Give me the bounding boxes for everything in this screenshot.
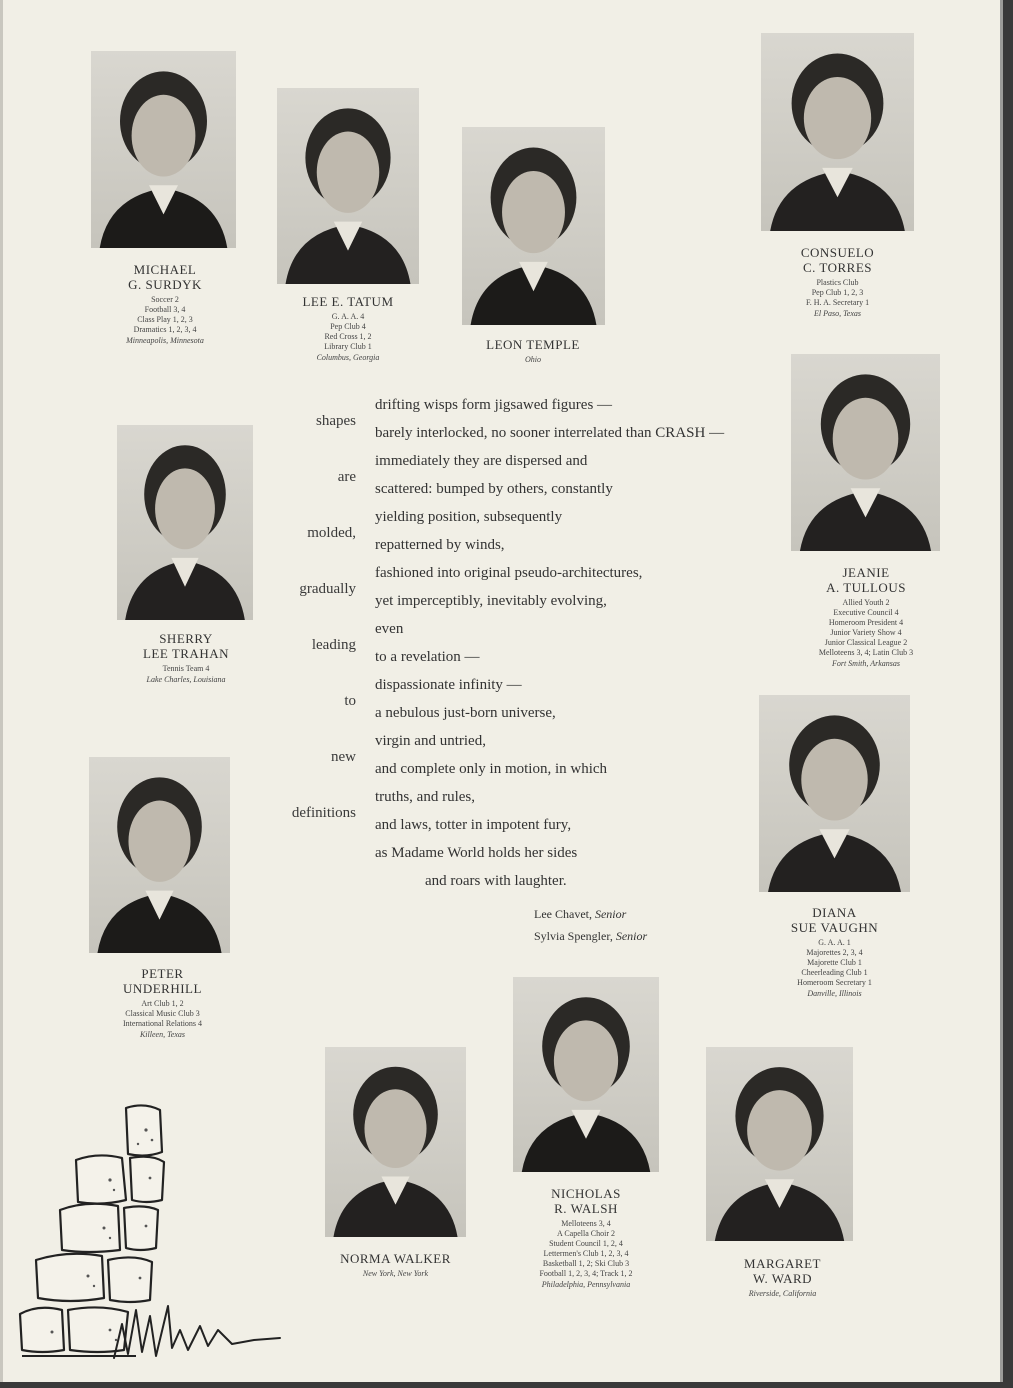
poem-line: fashioned into original pseudo-architectures, bbox=[375, 565, 643, 581]
activity: Majorettes 2, 3, 4 bbox=[806, 948, 863, 957]
activity: Art Club 1, 2 bbox=[141, 999, 184, 1008]
activity: Melloteens 3, 4; Latin Club 3 bbox=[818, 648, 914, 657]
activity: Tennis Team 4 bbox=[162, 664, 210, 673]
portrait-photo-icon bbox=[89, 757, 230, 953]
portrait-shape bbox=[554, 1020, 618, 1101]
activity: Allied Youth 2 bbox=[842, 598, 890, 607]
student-location: Ohio bbox=[525, 355, 541, 364]
poem-left-word: shapes bbox=[316, 413, 356, 429]
activity: G. A. A. 4 bbox=[331, 312, 365, 321]
credit-author: Sylvia Spengler, bbox=[534, 929, 616, 943]
caption-ward bbox=[700, 1256, 865, 1299]
student-name: NICHOLAS bbox=[551, 1186, 621, 1201]
portrait-surdyk bbox=[91, 51, 236, 248]
activity: Plastics Club bbox=[816, 278, 859, 287]
poem-line: yet imperceptibly, inevitably evolving, bbox=[375, 593, 607, 609]
poem-line: truths, and rules, bbox=[375, 789, 475, 805]
student-activities bbox=[500, 1219, 672, 1279]
poem-line: virgin and untried, bbox=[375, 733, 486, 749]
portrait-photo-icon bbox=[791, 354, 940, 551]
activity: Executive Council 4 bbox=[833, 608, 899, 617]
activity: Melloteens 3, 4 bbox=[561, 1219, 611, 1228]
poem-left-word: are bbox=[337, 469, 356, 485]
student-name: CONSUELO bbox=[800, 245, 875, 260]
portrait-photo-icon bbox=[277, 88, 419, 284]
caption-torres bbox=[755, 245, 920, 319]
student-location: Danville, Illinois bbox=[807, 989, 862, 998]
poem-line: and roars with laughter. bbox=[425, 873, 567, 889]
portrait-shape bbox=[502, 171, 565, 253]
student-location: Philadelphia, Pennsylvania bbox=[541, 1280, 631, 1289]
caption-temple bbox=[458, 337, 608, 365]
student-location: Riverside, California bbox=[748, 1289, 817, 1298]
poem-left-word: to bbox=[344, 693, 356, 709]
student-activities bbox=[268, 312, 428, 352]
activity: Library Club 1 bbox=[324, 342, 372, 351]
caption-tullous bbox=[780, 565, 952, 669]
caption-tatum bbox=[268, 294, 428, 363]
poem-line: immediately they are dispersed and bbox=[375, 453, 588, 469]
poem-line: as Madame World holds her sides bbox=[375, 845, 578, 861]
portrait-photo-icon bbox=[325, 1047, 466, 1237]
poem-credit bbox=[534, 929, 647, 944]
poem-left-word: new bbox=[331, 749, 356, 765]
activity: Red Cross 1, 2 bbox=[324, 332, 372, 341]
student-name: MARGARET bbox=[744, 1256, 821, 1271]
credit-role: Senior bbox=[615, 929, 648, 943]
student-location: Lake Charles, Louisiana bbox=[146, 675, 226, 684]
caption-underhill bbox=[80, 966, 245, 1040]
portrait-photo-icon bbox=[513, 977, 659, 1172]
portrait-photo-icon bbox=[761, 33, 914, 231]
activity: F. H. A. Secretary 1 bbox=[805, 298, 870, 307]
student-name: SUE VAUGHN bbox=[790, 920, 879, 935]
credit-role: Senior bbox=[594, 907, 627, 921]
poem-left-word: gradually bbox=[299, 581, 356, 597]
student-activities bbox=[752, 938, 917, 988]
portrait-shape bbox=[132, 95, 196, 177]
student-name: LEE TRAHAN bbox=[142, 646, 229, 661]
page-edge-bottom bbox=[0, 1382, 1013, 1388]
student-name: MICHAEL bbox=[133, 262, 197, 277]
activity: Junior Classical League 2 bbox=[824, 638, 908, 647]
portrait-shape bbox=[801, 739, 867, 821]
portrait-shape bbox=[364, 1089, 426, 1168]
poem-left-word: molded, bbox=[307, 525, 356, 541]
activity: Basketball 1, 2; Ski Club 3 bbox=[542, 1259, 630, 1268]
portrait-walsh bbox=[513, 977, 659, 1172]
poem-line: scattered: bumped by others, constantly bbox=[375, 481, 613, 497]
portrait-tatum bbox=[277, 88, 419, 284]
poem-line: to a revelation — bbox=[375, 649, 480, 665]
activity: A Capella Choir 2 bbox=[557, 1229, 615, 1238]
stone-wall-sketch-icon bbox=[18, 1100, 290, 1362]
student-location: Columbus, Georgia bbox=[316, 353, 380, 362]
student-location: Killeen, Texas bbox=[139, 1030, 186, 1039]
portrait-photo-icon bbox=[462, 127, 605, 325]
poem-line: even bbox=[375, 621, 404, 637]
student-location: New York, New York bbox=[362, 1269, 429, 1278]
caption-trahan bbox=[105, 631, 267, 685]
student-name: R. WALSH bbox=[554, 1201, 618, 1216]
page-edge-right bbox=[1003, 0, 1013, 1388]
student-location: El Paso, Texas bbox=[813, 309, 862, 318]
poem-credit bbox=[534, 907, 626, 922]
portrait-ward bbox=[706, 1047, 853, 1241]
student-activities bbox=[780, 598, 952, 658]
portrait-tullous bbox=[791, 354, 940, 551]
activity: Pep Club 4 bbox=[330, 322, 366, 331]
student-name: UNDERHILL bbox=[123, 981, 202, 996]
activity: G. A. A. 1 bbox=[818, 938, 851, 947]
activity: Dramatics 1, 2, 3, 4 bbox=[133, 325, 197, 334]
portrait-walker bbox=[325, 1047, 466, 1237]
portrait-shape bbox=[155, 468, 215, 549]
portrait-photo-icon bbox=[706, 1047, 853, 1241]
student-activities bbox=[105, 664, 267, 674]
student-activities bbox=[755, 278, 920, 308]
poem-line: repatterned by winds, bbox=[375, 537, 505, 553]
poem-line: barely interlocked, no sooner interrelated than CRASH — bbox=[375, 425, 725, 441]
student-name: PETER bbox=[141, 966, 184, 981]
portrait-photo-icon bbox=[117, 425, 253, 620]
poem-line: drifting wisps form jigsawed figures — bbox=[375, 397, 613, 413]
portrait-shape bbox=[833, 398, 899, 480]
portrait-shape bbox=[128, 801, 190, 882]
student-name: LEE E. TATUM bbox=[302, 294, 394, 309]
activity: Homeroom Secretary 1 bbox=[797, 978, 872, 987]
activity: Football 3, 4 bbox=[144, 305, 186, 314]
activity: Cheerleading Club 1 bbox=[801, 968, 868, 977]
poem-line: and complete only in motion, in which bbox=[375, 761, 608, 777]
activity: Majorette Club 1 bbox=[807, 958, 862, 967]
poem-line: and laws, totter in impotent fury, bbox=[375, 817, 572, 833]
poem-line: dispassionate infinity — bbox=[375, 677, 522, 693]
student-name: LEON TEMPLE bbox=[486, 337, 580, 352]
caption-walsh bbox=[500, 1186, 672, 1290]
student-location: Fort Smith, Arkansas bbox=[831, 659, 901, 668]
caption-surdyk bbox=[80, 262, 250, 346]
portrait-photo-icon bbox=[91, 51, 236, 248]
student-name: W. WARD bbox=[752, 1271, 813, 1286]
student-activities bbox=[80, 295, 250, 335]
portrait-trahan bbox=[117, 425, 253, 620]
student-name: A. TULLOUS bbox=[826, 580, 906, 595]
student-name: NORMA WALKER bbox=[340, 1251, 451, 1266]
caption-vaughn bbox=[752, 905, 917, 999]
student-name: C. TORRES bbox=[802, 260, 873, 275]
student-name: G. SURDYK bbox=[128, 277, 202, 292]
portrait-temple bbox=[462, 127, 605, 325]
student-location: Minneapolis, Minnesota bbox=[126, 336, 204, 345]
poem-left-word: definitions bbox=[291, 805, 356, 821]
activity: Homeroom President 4 bbox=[828, 618, 904, 627]
credit-author: Lee Chavet, bbox=[534, 907, 595, 921]
portrait-underhill bbox=[89, 757, 230, 953]
activity: Student Council 1, 2, 4 bbox=[549, 1239, 623, 1248]
poem-line: a nebulous just-born universe, bbox=[375, 705, 556, 721]
portrait-torres bbox=[761, 33, 914, 231]
activity: Soccer 2 bbox=[151, 295, 179, 304]
student-activities bbox=[80, 999, 245, 1029]
activity: Pep Club 1, 2, 3 bbox=[811, 288, 864, 297]
activity: Class Play 1, 2, 3 bbox=[137, 315, 193, 324]
page-edge-left bbox=[0, 0, 3, 1388]
portrait-shape bbox=[317, 132, 379, 213]
activity: International Relations 4 bbox=[122, 1019, 203, 1028]
student-name: DIANA bbox=[812, 905, 857, 920]
activity: Junior Variety Show 4 bbox=[830, 628, 902, 637]
activity: Lettermen's Club 1, 2, 3, 4 bbox=[543, 1249, 629, 1258]
portrait-shape bbox=[804, 77, 871, 159]
poem-left-word: leading bbox=[311, 637, 356, 653]
activity: Football 1, 2, 3, 4; Track 1, 2 bbox=[539, 1269, 633, 1278]
poem-line: yielding position, subsequently bbox=[375, 509, 563, 525]
portrait-vaughn bbox=[759, 695, 910, 892]
portrait-photo-icon bbox=[759, 695, 910, 892]
student-name: JEANIE bbox=[842, 565, 890, 580]
activity: Classical Music Club 3 bbox=[125, 1009, 200, 1018]
caption-walker bbox=[318, 1251, 473, 1279]
portrait-shape bbox=[747, 1090, 812, 1170]
student-name: SHERRY bbox=[159, 631, 213, 646]
